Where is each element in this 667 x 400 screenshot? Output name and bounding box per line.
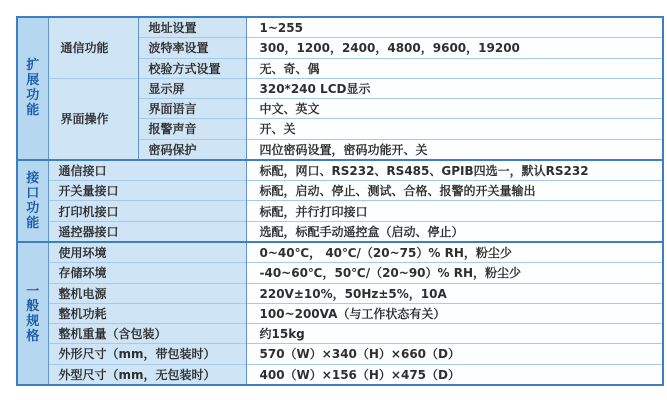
spec-label: 外形尺寸（mm，带包装时） [48,344,246,364]
spec-value: 选配，标配手动遥控盒（启动、停止） [246,221,663,242]
spec-label: 密码保护 [138,139,246,160]
category-cell-extended-functions [17,17,48,160]
spec-label: 开关量接口 [48,181,246,201]
table-row [17,283,663,303]
spec-label: 整机重量（含包装） [48,324,246,344]
table-row [17,201,663,221]
spec-table [16,16,664,386]
table-row [17,181,663,201]
group-label: 通信功能 [60,41,109,56]
spec-label: 校验方式设置 [138,58,246,78]
spec-label: 打印机接口 [48,201,246,221]
spec-value: 320*240 LCD显示 [246,78,663,98]
spec-label: 整机功耗 [48,303,246,323]
group-cell-interface-operation [48,78,138,160]
spec-value: 100~200VA（与工作状态有关） [246,303,663,323]
spec-value: 四位密码设置，密码功能开、关 [246,139,663,160]
spec-value: 中文、英文 [246,99,663,119]
spec-value: 570（W）×340（H）×660（D） [246,344,663,364]
table-row [17,364,663,385]
table-row [17,344,663,364]
table-row [17,263,663,283]
spec-value: 220V±10%，50Hz±5%，10A [246,283,663,303]
spec-value: 标配，并行打印接口 [246,201,663,221]
spec-value: 无、奇、偶 [246,58,663,78]
table-row [17,324,663,344]
spec-value: 标配，网口、RS232、RS485、GPIB四选一，默认RS232 [246,160,663,181]
table-row [17,160,663,181]
spec-label: 显示屏 [138,78,246,98]
category-label: 接口功能 [26,170,40,231]
table-row [17,221,663,242]
spec-value: 400（W）×156（H）×475（D） [246,364,663,385]
spec-label: 波特率设置 [138,38,246,58]
table-row [17,17,663,38]
spec-value: 1~255 [246,17,663,38]
spec-value: 标配，启动、停止、测试、合格、报警的开关量输出 [246,181,663,201]
spec-label: 外型尺寸（mm，无包装时） [48,364,246,385]
spec-label: 使用环境 [48,242,246,263]
spec-label: 界面语言 [138,99,246,119]
spec-label: 地址设置 [138,17,246,38]
spec-label: 通信接口 [48,160,246,181]
category-label: 扩展功能 [26,58,40,119]
spec-value: -40~60℃，50℃/（20~90）% RH，粉尘少 [246,263,663,283]
table-row [17,303,663,323]
spec-value: 0~40℃， 40℃/（20~75）% RH，粉尘少 [246,242,663,263]
table-row [17,78,663,98]
category-label: 一般规格 [26,283,40,344]
group-cell-communication [48,17,138,78]
category-cell-interface-functions [17,160,48,242]
spec-label: 整机电源 [48,283,246,303]
group-label: 界面操作 [60,112,109,127]
spec-label: 存储环境 [48,263,246,283]
category-cell-general-specs [17,242,48,385]
spec-value: 约15kg [246,324,663,344]
spec-value: 开、关 [246,119,663,139]
spec-label: 报警声音 [138,119,246,139]
spec-label: 遥控器接口 [48,221,246,242]
spec-value: 300，1200，2400，4800，9600，19200 [246,38,663,58]
table-row [17,242,663,263]
